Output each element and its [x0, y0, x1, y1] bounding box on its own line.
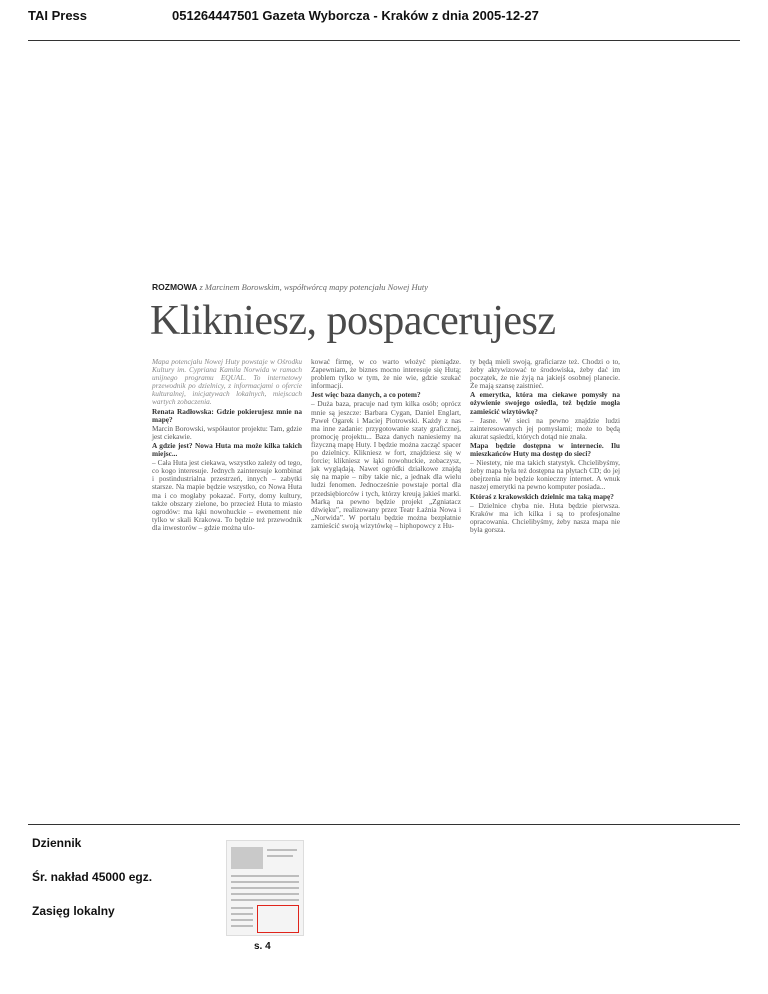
- answer: – Jasne. W sieci na pewno znajdzie ludzi zainteresowanych jej pomysłami; może to będą akurat sąsiedzi, których dotąd nie znała.: [470, 415, 620, 441]
- header-divider: [28, 40, 740, 41]
- page-thumbnail: [226, 840, 304, 936]
- article-lead: Mapa potencjału Nowej Huty powstaje w Ośrodku Kultury im. Cypriana Kamila Norwida w ramach unijnego programu EQUAL. To internetowy przewodnik po dzielnicy, z informacjami o ofercie kulturalnej, inicjatywach lokalnych, miejscach wartych zobaczenia.: [152, 357, 302, 407]
- thumbnail-line: [267, 855, 293, 857]
- article-headline: Klikniesz, pospacerujesz: [150, 298, 556, 344]
- kicker-text: z Marcinem Borowskim, współtwórcą mapy potencjału Nowej Huty: [199, 282, 428, 292]
- answer: – Cała Huta jest ciekawa, wszystko zależy od tego, co kogo interesuje. Jednych zainteresuje kombinat i postindustrialna przestrzeń, innych – zabytki starsze. Na mapie będzie wszystko, co Nowa Huta ma i co mogłaby pokazać. Forty, domy kultury, także obszary zielone, bo przecież Huta to miasto ogrodów: ma łąki nowohuckie – ewenement nie tylko w skali Krakowa. To będzie też przewodnik dla inwestorów – gdzie można ulo-: [152, 458, 302, 532]
- article-clipping: [150, 282, 626, 592]
- question: A emerytka, która ma ciekawe pomysły na ożywienie swojego osiedla, też będzie mogła zamieścić wizytówkę?: [470, 390, 620, 416]
- circulation: Śr. nakład 45000 egz.: [32, 870, 153, 884]
- thumbnail-line: [267, 849, 297, 851]
- thumbnail-line: [231, 913, 253, 915]
- article-kicker: [152, 282, 428, 292]
- agency-name: TAI Press: [28, 8, 88, 23]
- article-column-2: [311, 358, 461, 531]
- answer: – Niestety, nie ma takich statystyk. Chcielibyśmy, żeby mapa była też dostępna na płytach CD; do jej obejrzenia nie będzie konieczny internet. A wnuk naszej emerytki na pewno komputer posiada...: [470, 458, 620, 492]
- answer: kować firmę, w co warto włożyć pieniądze. Zapewniam, że biznes mocno interesuje się Hutą; problem tylko w tym, że nie wie, gdzie szukać informacji.: [311, 357, 461, 391]
- article-location-marker: [257, 905, 299, 933]
- thumbnail-line: [231, 893, 299, 895]
- answer: – Dzielnice chyba nie. Huta będzie pierwsza. Kraków ma ich kilka i są to profesjonalne opracowania. Chcielibyśmy, żeby nasza mapa nie była gorsza.: [470, 500, 620, 534]
- question: Jest więc baza danych, a co potem?: [311, 390, 421, 400]
- document-title: 051264447501 Gazeta Wyborcza - Kraków z dnia 2005-12-27: [172, 8, 539, 23]
- kicker-label: ROZMOWA: [152, 282, 198, 292]
- question: Renata Radłowska: Gdzie pokierujesz mnie na mapę?: [152, 406, 302, 424]
- thumbnail-line: [231, 919, 253, 921]
- answer: ty będą mieli swoją, graficiarze też. Chodzi o to, żeby aktywizować te środowiska, żeby dać im początek, że nie żyją na jakiejś osobnej planecie. Że mają szansę zaistnieć.: [470, 357, 620, 391]
- article-column-1: [152, 358, 302, 533]
- page-number: s. 4: [254, 941, 271, 952]
- question: Któraś z krakowskich dzielnic ma taką mapę?: [470, 491, 614, 501]
- question: Mapa będzie dostępna w internecie. Ilu mieszkańców Huty ma dostęp do sieci?: [470, 440, 620, 459]
- thumbnail-line: [231, 887, 299, 889]
- thumbnail-line: [231, 881, 299, 883]
- answer: – Duża baza, pracuje nad tym kilka osób; oprócz mnie są jeszcze: Barbara Cygan, Daniel Englart, Paweł Ogarek i Maciej Piotrowski. Każdy z nas ma inne zadanie: przygotowanie szaty graficznej, promocję projektu... Baza danych naniesiemy na fizyczną mapę Huty. I będzie można zacząć spacer po dzielnicy. Klikniesz w fort, znajdziesz się w forcie; klikniesz w łąki nowohuckie, zobaczysz, jak wyglądają. Nawet ogródki działkowe znajdą się na mapie – niby takie nic, a jednak dla wielu ludzi fenomen. Jednocześnie powstaje portal dla przedsiębiorców i tych, którzy kreują jakieś marki. Marką na pewno będzie projekt „Zgniatacz dźwięku”, realizowany przez Teatr Łaźnia Nowa i „Norwida”. W portalu będzie można bezpłatnie zamieścić swoją wizytówkę – hiphopowcy z Hu-: [311, 399, 461, 530]
- thumbnail-line: [231, 925, 253, 927]
- question: A gdzie jest? Nowa Huta ma może kilka takich miejsc...: [152, 440, 302, 459]
- footer-divider: [28, 824, 740, 825]
- article-column-3: [470, 358, 620, 535]
- thumbnail-photo: [231, 847, 263, 869]
- answer: Marcin Borowski, współautor projektu: Tam, gdzie jest ciekawie.: [152, 423, 302, 441]
- thumbnail-line: [231, 899, 299, 901]
- publication-type: Dziennik: [32, 836, 82, 850]
- thumbnail-line: [231, 875, 299, 877]
- reach: Zasięg lokalny: [32, 904, 115, 918]
- thumbnail-line: [231, 907, 253, 909]
